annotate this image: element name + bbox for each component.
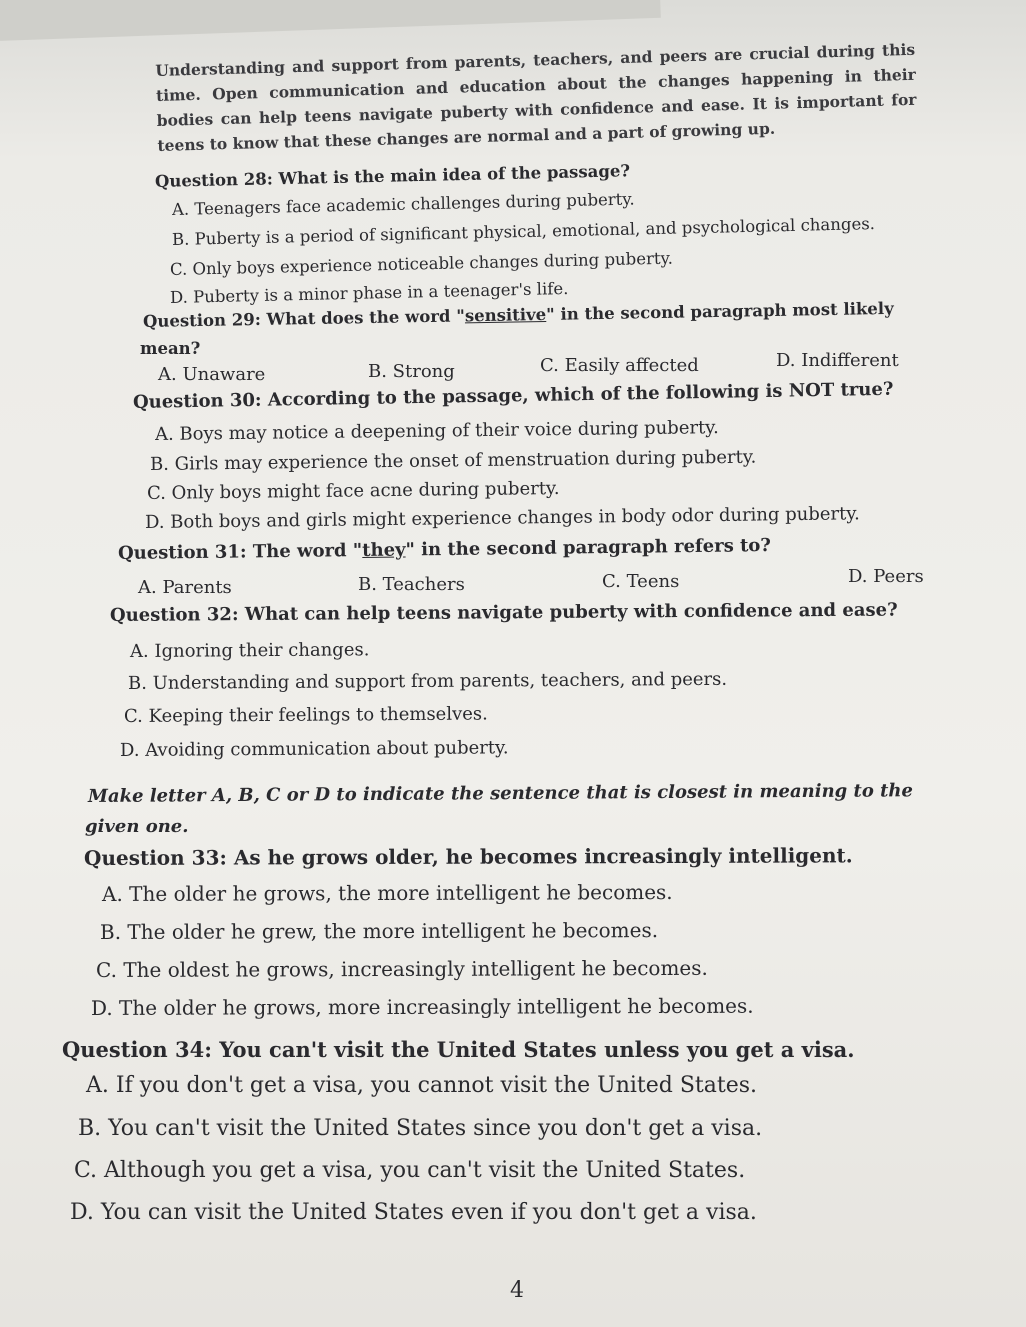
q29-option-b[interactable]: B. Strong — [368, 361, 455, 382]
q29-option-a[interactable]: A. Unaware — [158, 364, 266, 385]
q32-option-d[interactable]: D. Avoiding communication about puberty. — [119, 737, 509, 761]
q29-option-d[interactable]: D. Indifferent — [776, 350, 899, 371]
question-33: Question 33: As he grows older, he becomes increasingly intelligent. — [83, 843, 853, 870]
q32-option-a[interactable]: A. Ignoring their changes. — [129, 639, 370, 662]
q28-option-b[interactable]: B. Puberty is a period of significant physical, emotional, and psychological changes. — [171, 214, 876, 249]
q31-option-d[interactable]: D. Peers — [848, 566, 924, 587]
q33-option-b[interactable]: B. The older he grew, the more intelligent he becomes. — [99, 918, 659, 944]
question-31 — [118, 535, 771, 564]
q29-keyword: sensitive — [464, 304, 547, 326]
question-30: Question 30: According to the passage, which of the following is NOT true? — [132, 378, 894, 413]
q34-option-c[interactable]: C. Although you get a visa, you can't visit the United States. — [74, 1158, 746, 1183]
q33-option-a[interactable]: A. The older he grows, the more intelligent he becomes. — [101, 880, 673, 906]
q29-text-post: " in the second paragraph most likely — [545, 298, 894, 324]
q31-option-b[interactable]: B. Teachers — [358, 574, 465, 595]
q34-option-b[interactable]: B. You can't visit the United States since you don't get a visa. — [78, 1116, 763, 1141]
q31-option-a[interactable]: A. Parents — [138, 577, 232, 598]
q33-option-c[interactable]: C. The oldest he grows, increasingly intelligent he becomes. — [95, 955, 708, 982]
question-32: Question 32: What can help teens navigate puberty with confidence and ease? — [109, 599, 898, 626]
question-28: Question 28: What is the main idea of the passage? — [154, 161, 631, 191]
instruction-line-2: given one. — [85, 816, 189, 837]
q29-text-pre: Question 29: What does the word " — [142, 306, 466, 331]
q31-option-c[interactable]: C. Teens — [602, 571, 680, 592]
q30-option-c[interactable]: C. Only boys might face acne during puberty. — [146, 477, 560, 504]
q28-option-a[interactable]: A. Teenagers face academic challenges during puberty. — [171, 189, 635, 219]
passage-paragraph: Understanding and support from parents, teachers, and peers are crucial during this time. Open communication and education about the changes happening in their bodies can help teens navigate puberty with confidence and ease. It is important for teens to know that these changes are normal and a part of growing up. — [155, 39, 917, 155]
page-number: 4 — [510, 1278, 524, 1303]
q31-keyword: they — [362, 539, 406, 562]
q32-option-b[interactable]: B. Understanding and support from parents, teachers, and peers. — [127, 668, 728, 694]
q31-text-post: " in the second paragraph refers to? — [405, 535, 772, 561]
q32-option-c[interactable]: C. Keeping their feelings to themselves. — [123, 703, 488, 727]
q34-option-d[interactable]: D. You can visit the United States even if you don't get a visa. — [70, 1200, 757, 1225]
q30-option-d[interactable]: D. Both boys and girls might experience changes in body odor during puberty. — [144, 503, 860, 533]
q29-option-c[interactable]: C. Easily affected — [540, 355, 699, 376]
q28-option-d[interactable]: D. Puberty is a minor phase in a teenager's life. — [169, 278, 569, 307]
instruction-line-1: Make letter A, B, C or D to indicate the sentence that is closest in meaning to the — [87, 780, 913, 807]
q28-option-c[interactable]: C. Only boys experience noticeable changes during puberty. — [169, 248, 674, 279]
q30-option-a[interactable]: A. Boys may notice a deepening of their voice during puberty. — [154, 417, 719, 445]
page-shadow — [0, 0, 661, 42]
q34-option-a[interactable]: A. If you don't get a visa, you cannot visit the United States. — [86, 1073, 758, 1098]
question-34: Question 34: You can't visit the United States unless you get a visa. — [62, 1037, 855, 1062]
q31-text-pre: Question 31: The word " — [117, 540, 363, 564]
question-29-line2: mean? — [140, 339, 201, 358]
q30-option-b[interactable]: B. Girls may experience the onset of menstruation during puberty. — [149, 446, 757, 475]
q33-option-d[interactable]: D. The older he grows, more increasingly intelligent he becomes. — [90, 993, 754, 1020]
